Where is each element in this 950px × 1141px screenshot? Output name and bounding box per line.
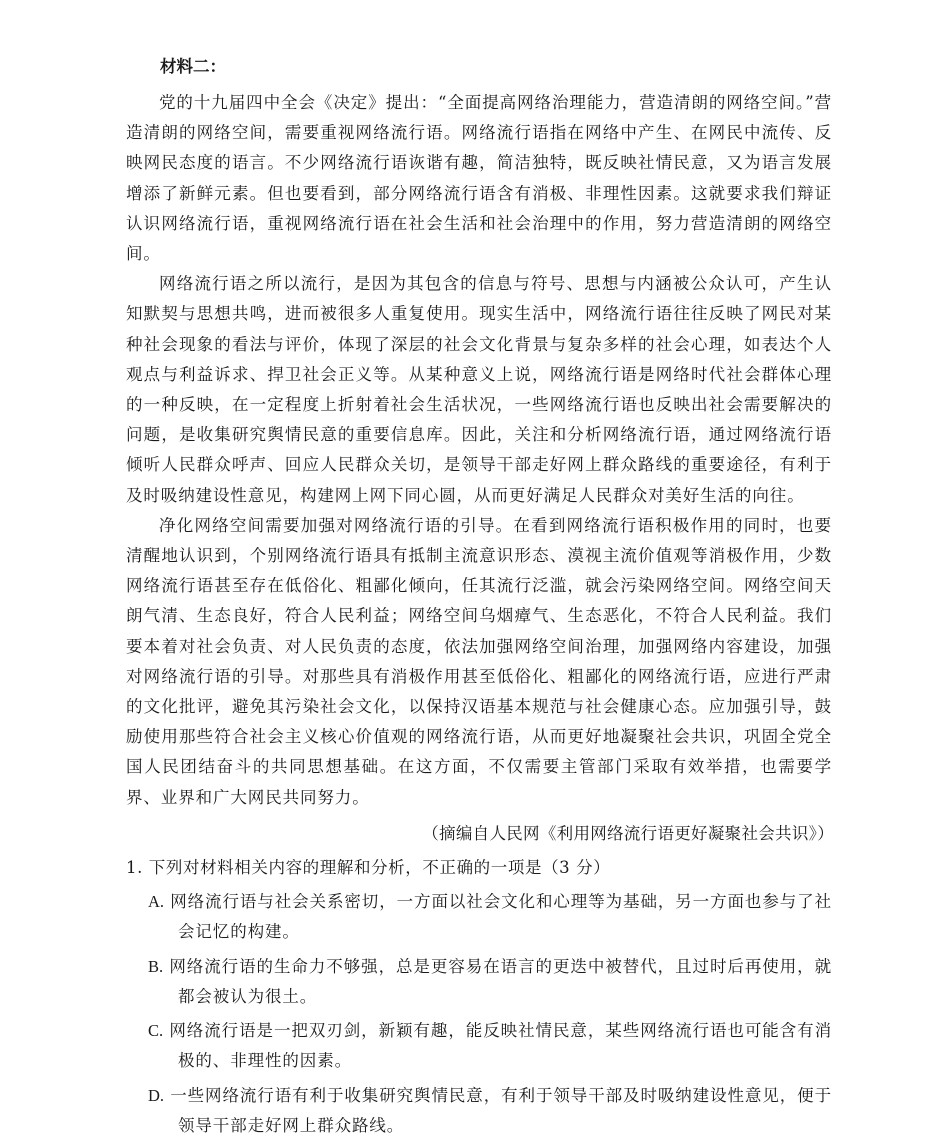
material-paragraph-2: 网络流行语之所以流行，是因为其包含的信息与符号、思想与内涵被公众认可，产生认知默契与思想共鸣，进而被很多人重复使用。现实生活中，网络流行语往往反映了网民对某种社会现象的看法与评价，体现了深层的社会文化背景与复杂多样的社会心理，如表达个人观点与利益诉求、捍卫社会正义等。从某种意义上说，网络流行语是网络时代社会群体心理的一种反映，在一定程度上折射着社会生活状况，一些网络流行语也反映出社会需要解决的问题，是收集研究舆情民意的重要信息库。因此，关注和分析网络流行语，通过网络流行语倾听人民群众呼声、回应人民群众关切，是领导干部走好网上群众路线的重要途径，有利于及时吸纳建设性意见，构建网上网下同心圆，从而更好满足人民群众对美好生活的向往。 bbox=[126, 274, 832, 505]
question-stem: 1. 下列对材料相关内容的理解和分析，不正确的一项是（3 分） bbox=[126, 858, 611, 878]
option-a-text: 网络流行语与社会关系密切，一方面以社会文化和心理等为基础，另一方面也参与了社会记忆的构建。 bbox=[170, 892, 832, 942]
material-paragraph-3: 净化网络空间需要加强对网络流行语的引导。在看到网络流行语积极作用的同时，也要清醒地认识到，个别网络流行语具有抵制主流意识形态、漠视主流价值观等消极作用，少数网络流行语甚至存在低俗化、粗鄙化倾向，任其流行泛滥，就会污染网络空间。网络空间天朗气清、生态良好，符合人民利益；网络空间乌烟瘴气、生态恶化，不符合人民利益。我们要本着对社会负责、对人民负责的态度，依法加强网络空间治理，加强网络内容建设，加强对网络流行语的引导。对那些具有消极作用甚至低俗化、粗鄙化的网络流行语，应进行严肃的文化批评，避免其污染社会文化，以保持汉语基本规范与社会健康心态。应加强引导，鼓励使用那些符合社会主义核心价值观的网络流行语，从而更好地凝聚社会共识，巩固全党全国人民团结奋斗的共同思想基础。在这方面，不仅需要主管部门采取有效举措，也需要学界、业界和广大网民共同努力。 bbox=[126, 515, 832, 807]
option-b-letter: B. bbox=[148, 956, 164, 976]
material-heading: 材料二： bbox=[160, 57, 226, 76]
option-d-letter: D. bbox=[148, 1085, 165, 1105]
material-paragraph-1: 党的十九届四中全会《决定》提出：“全面提高网络治理能力，营造清朗的网络空间。”营造清朗的网络空间，需要重视网络流行语。网络流行语指在网络中产生、在网民中流传、反映网民态度的语言。不少网络流行语诙谐有趣，简洁独特，既反映社情民意，又为语言发展增添了新鲜元素。但也要看到，部分网络流行语含有消极、非理性因素。这就要求我们辩证认识网络流行语，重视网络流行语在社会生活和社会治理中的作用，努力营造清朗的网络空间。 bbox=[126, 93, 832, 264]
option-d bbox=[126, 1081, 832, 1141]
material-source: （摘编自人民网《利用网络流行语更好凝聚社会共识》） bbox=[422, 823, 834, 843]
option-c-text: 网络流行语是一把双刃剑，新颖有趣，能反映社情民意，某些网络流行语也可能含有消极的、非理性的因素。 bbox=[169, 1021, 832, 1071]
option-b bbox=[126, 952, 832, 1012]
option-a-letter: A. bbox=[148, 892, 165, 912]
option-c bbox=[126, 1016, 832, 1076]
option-a bbox=[126, 887, 832, 947]
option-c-letter: C. bbox=[148, 1021, 164, 1041]
option-d-text: 一些网络流行语有利于收集研究舆情民意，有利于领导干部及时吸纳建设性意见，便于领导干部走好网上群众路线。 bbox=[170, 1085, 832, 1135]
option-b-text: 网络流行语的生命力不够强，总是更容易在语言的更迭中被替代，且过时后再使用，就都会被认为很土。 bbox=[169, 956, 832, 1006]
